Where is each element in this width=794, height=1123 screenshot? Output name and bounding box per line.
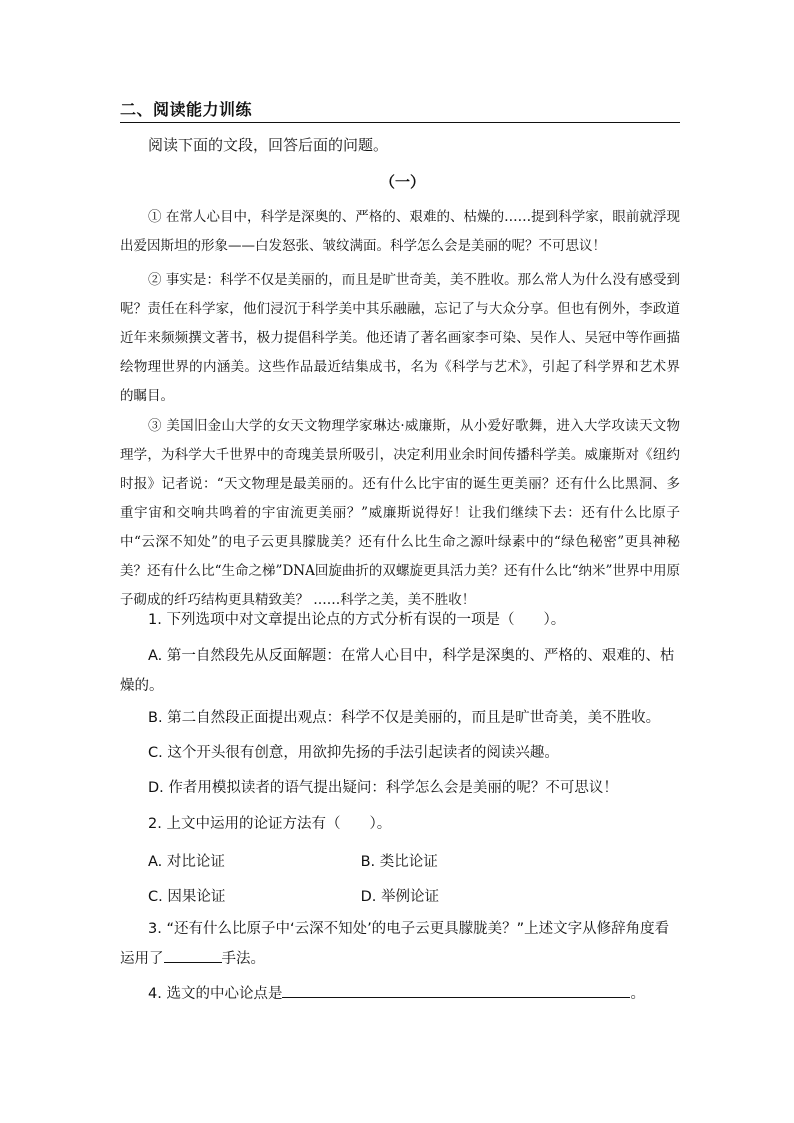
passage-subtitle: （一）	[380, 173, 426, 191]
question-3	[120, 914, 680, 974]
question-1-option-b: B. 第二自然段正面提出观点：科学不仅是美丽的，而且是旷世奇美，美不胜收。	[148, 710, 661, 726]
question-1-option-c: C. 这个开头很有创意，用欲抑先扬的手法引起读者的阅读兴趣。	[148, 745, 559, 761]
question-2-option-d: D. 举例论证	[360, 889, 439, 905]
question-1-stem: 1. 下列选项中对文章提出论点的方式分析有误的一项是（ ）。	[148, 612, 566, 628]
question-4	[120, 979, 680, 1009]
question-3-stem-before: 3. “还有什么比原子中‘云深不知处’的电子云更具朦胧美？”上述文字从修辞角度看运用了	[120, 921, 670, 967]
passage-paragraph-2: ② 事实是：科学不仅是美丽的，而且是旷世奇美，美不胜收。那么常人为什么没有感受到呢？责任在科学家，他们浸沉于科学美中其乐融融，忘记了与大众分享。但也有例外，李政道近年来频频撰文著书，极力提倡科学美。他还请了著名画家李可染、吴作人、吴冠中等作画描绘物理世界的内涵美。这些作品最近结集成书，名为《科学与艺术》，引起了科学界和艺术界的瞩目。	[120, 272, 680, 404]
question-4-stem-before: 4. 选文的中心论点是	[148, 986, 283, 1002]
section-title: 二、阅读能力训练	[120, 97, 680, 123]
passage-paragraph-3: ③ 美国旧金山大学的女天文物理学家琳达·威廉斯，从小爱好歌舞，进入大学攻读天文物理学，为科学大千世界中的奇瑰美景所吸引，决定利用业余时间传播科学美。威廉斯对《纽约时报》记者说：“天文物理是最美丽的。还有什么比宇宙的诞生更美丽？还有什么比黑洞、多重宇宙和交响共鸣着的宇宙流更美丽？”威廉斯说得好！让我们继续下去：还有什么比原子中“云深不知处”的电子云更具朦胧美？还有什么比生命之源叶绿素中的“绿色秘密”更具神秘美？还有什么比“生命之梯”DNA回旋曲折的双螺旋更具活力美？还有什么比“纳米”世界中用原子砌成的纤巧结构更具精致美？ ……科学之美，美不胜收！	[120, 418, 680, 608]
question-2-option-b: B. 类比论证	[360, 854, 438, 870]
question-2-option-c: C. 因果论证	[148, 889, 226, 905]
question-1-option-a: A. 第一自然段先从反面解题：在常人心目中，科学是深奥的、严格的、艰难的、枯燥的。	[120, 648, 675, 694]
question-3-answer-blank[interactable]	[164, 946, 222, 963]
question-4-answer-blank[interactable]	[282, 981, 630, 998]
question-2-options-row-1	[148, 850, 438, 871]
question-3-stem-after: 手法。	[221, 951, 265, 967]
question-2-option-a: A. 对比论证	[148, 854, 225, 870]
passage-paragraph-1: ① 在常人心目中，科学是深奥的、严格的、艰难的、枯燥的……提到科学家，眼前就浮现出爱因斯坦的形象——白发怒张、皱纹满面。科学怎么会是美丽的呢？不可思议！	[120, 209, 680, 254]
question-2-stem: 2. 上文中运用的论证方法有（ ）。	[148, 816, 392, 832]
question-2-options-row-2	[148, 885, 439, 906]
instruction-text: 阅读下面的文段，回答后面的问题。	[148, 136, 389, 154]
question-1-option-d: D. 作者用模拟读者的语气提出疑问：科学怎么会是美丽的呢？不可思议！	[148, 780, 618, 796]
question-4-stem-after: 。	[630, 986, 645, 1002]
